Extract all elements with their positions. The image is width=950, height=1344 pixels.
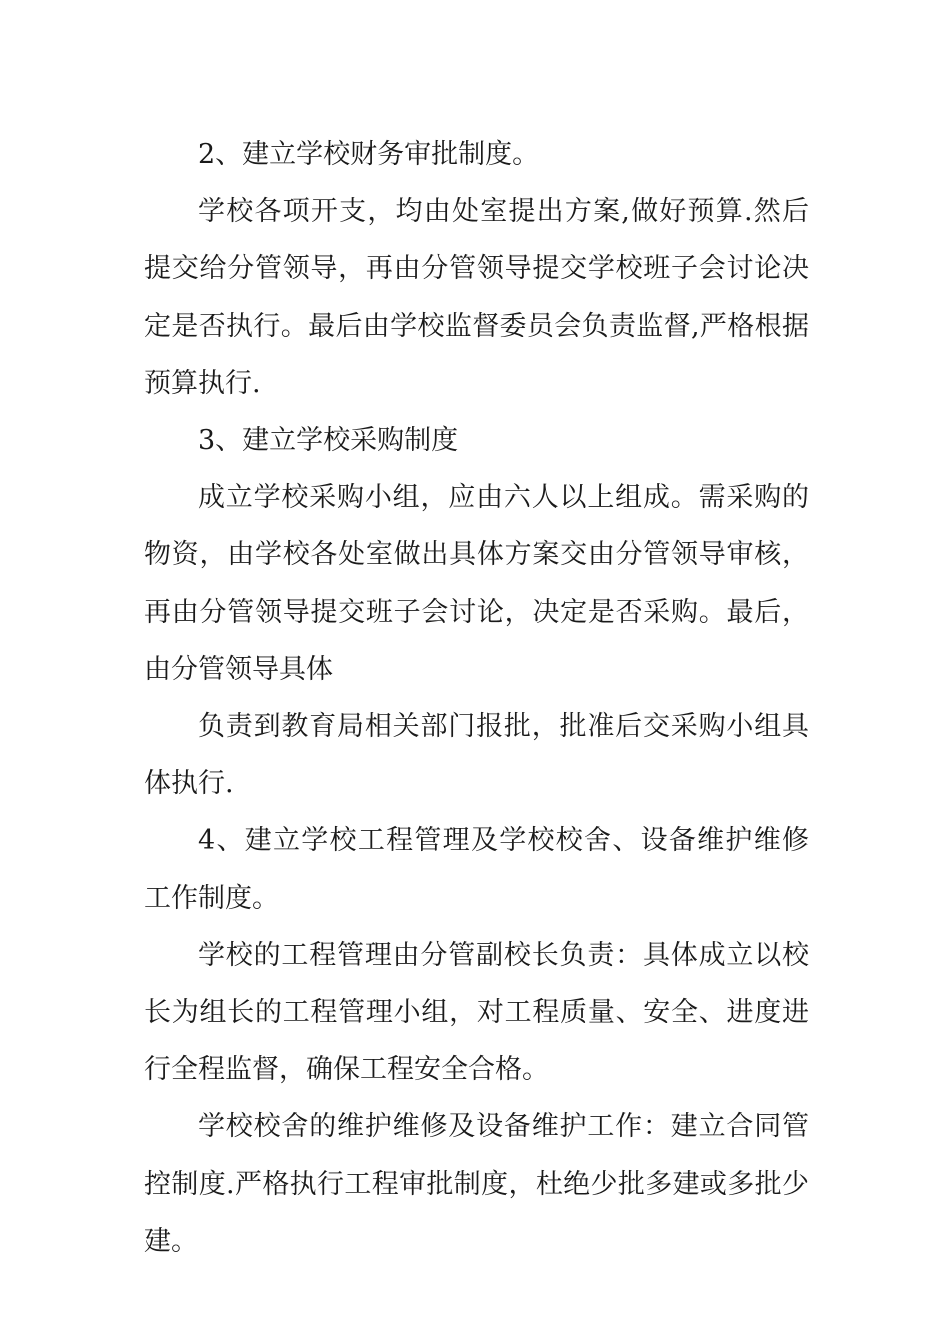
- section-heading-procurement: 3、建立学校采购制度: [198, 425, 459, 457]
- paragraph-engineering-management: 学校的工程管理由分管副校长负责：具体成立以校长为组长的工程管理小组，对工程质量、安全、进度进行全程监督，确保工程安全合格。: [144, 939, 809, 1086]
- paragraph-maintenance: 学校校舍的维护维修及设备维护工作：建立合同管控制度.严格执行工程审批制度，杜绝少批多建或多批少建。: [144, 1111, 809, 1257]
- paragraph-finance-approval: 学校各项开支，均由处室提出方案,做好预算.然后提交给分管领导，再由分管领导提交学校班子会讨论决定是否执行。最后由学校监督委员会负责监督,严格根据预算执行.: [144, 196, 809, 399]
- paragraph-procurement: 成立学校采购小组，应由六人以上组成。需采购的物资，由学校各处室做出具体方案交由分管领导审核，再由分管领导提交班子会讨论，决定是否采购。最后，由分管领导具体: [144, 482, 809, 685]
- paragraph-procurement-continued: 负责到教育局相关部门报批，批准后交采购小组具体执行.: [144, 711, 809, 800]
- document-body: [144, 126, 809, 1270]
- section-heading-engineering: 4、建立学校工程管理及学校校舍、设备维护维修工作制度。: [144, 825, 809, 914]
- section-heading-finance-approval: 2、建立学校财务审批制度。: [198, 139, 540, 170]
